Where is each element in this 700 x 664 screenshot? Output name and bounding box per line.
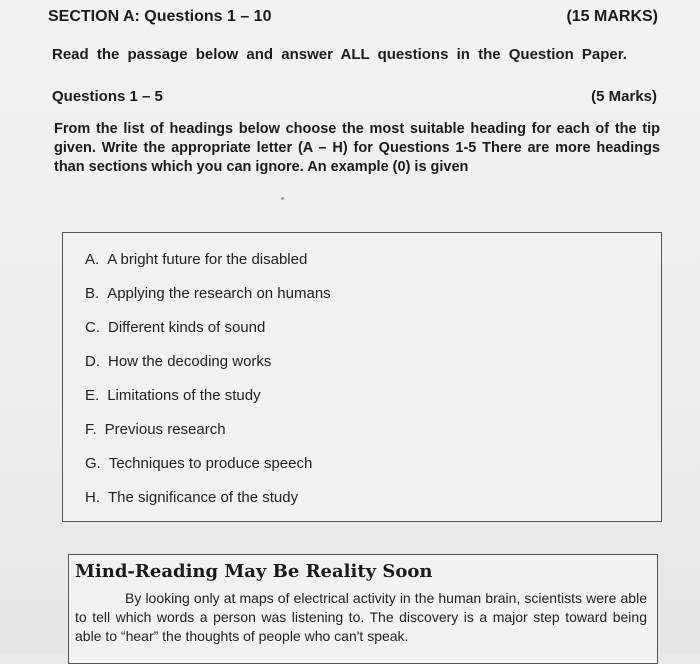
section-marks: (15 MARKS): [566, 8, 658, 25]
passage-title: Mind-Reading May Be Reality Soon: [75, 561, 433, 582]
detail-instruction: From the list of headings below choose the most suitable heading for each of the tip given. Write the appropriate letter (A – H) for Questions 1-5 There are more headings than sections which you can ignore. An example (0) is given: [54, 121, 660, 175]
questions-marks: (5 Marks): [591, 88, 657, 105]
heading-item-d: [85, 353, 271, 370]
questions-title: Questions 1 – 5: [52, 88, 163, 105]
heading-item-f: [85, 421, 226, 438]
heading-text: The significance of the study: [108, 489, 299, 506]
questions-header: [52, 88, 657, 105]
main-instruction: Read the passage below and answer ALL questions in the Question Paper.: [52, 46, 627, 63]
passage-text: By looking only at maps of electrical activity in the human brain, scientists were able to tell which words a person was listening to. The discovery is a major step toward being able to “hear” the thoughts of people who can't speak.: [75, 590, 647, 644]
heading-letter: G.: [85, 455, 101, 472]
heading-text: Techniques to produce speech: [108, 455, 313, 472]
headings-box: [62, 232, 662, 522]
passage-box: [68, 554, 658, 664]
section-header: [48, 8, 658, 26]
heading-letter: C.: [85, 319, 100, 336]
heading-text: Previous research: [104, 421, 226, 438]
heading-item-g: [85, 455, 312, 472]
heading-item-b: [85, 285, 331, 302]
heading-text: Applying the research on humans: [107, 285, 331, 302]
heading-text: A bright future for the disabled: [107, 251, 308, 268]
heading-text: How the decoding works: [108, 353, 272, 370]
heading-letter: E.: [85, 387, 100, 404]
heading-item-c: [85, 319, 265, 336]
heading-letter: D.: [85, 353, 100, 370]
heading-item-e: [85, 387, 261, 404]
heading-letter: B.: [85, 285, 100, 302]
heading-text: Different kinds of sound: [108, 319, 266, 336]
heading-letter: A.: [85, 251, 100, 268]
heading-text: Limitations of the study: [107, 387, 261, 404]
heading-item-h: [85, 489, 298, 506]
section-title: SECTION A: Questions 1 – 10: [48, 8, 272, 25]
heading-letter: H.: [85, 489, 100, 506]
stray-dot: [281, 197, 284, 200]
heading-letter: F.: [85, 421, 97, 438]
heading-item-a: [85, 251, 307, 268]
